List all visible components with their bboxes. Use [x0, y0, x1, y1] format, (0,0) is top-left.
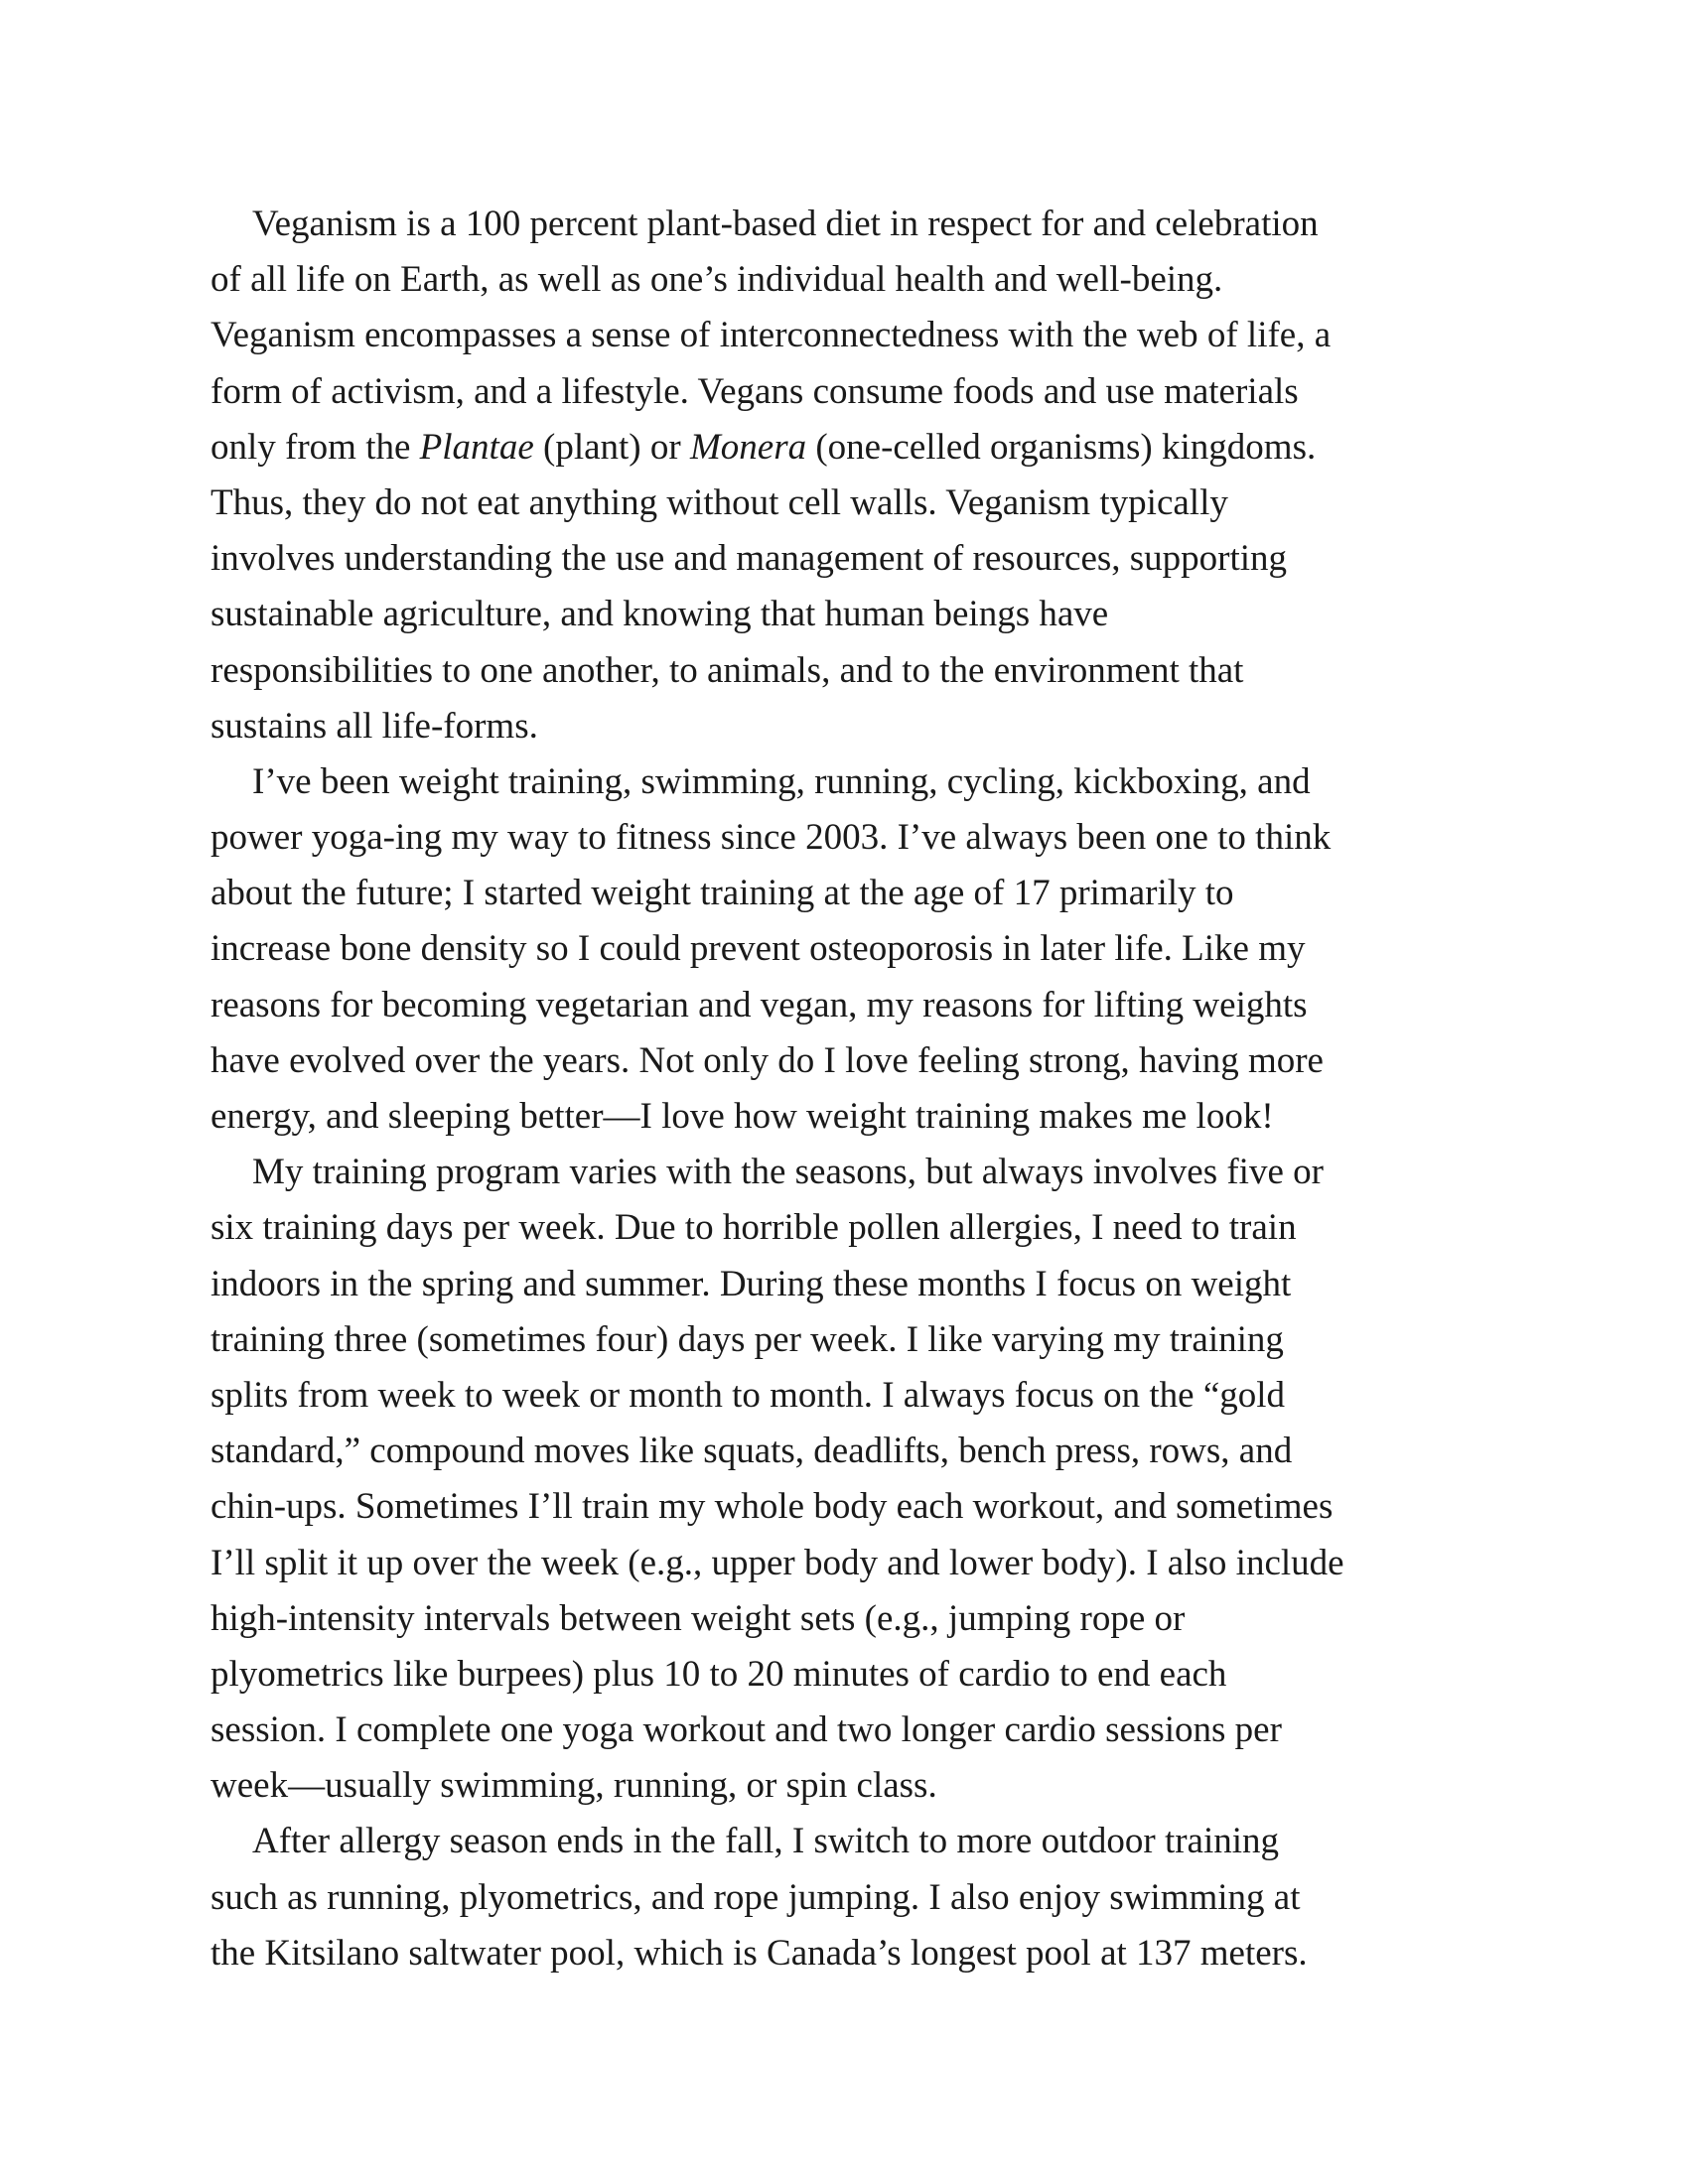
text-line	[211, 1033, 1491, 1089]
text-segment: high-intensity intervals between weight sets (e.g., jumping rope or	[211, 1597, 1186, 1639]
text-line	[211, 1257, 1491, 1312]
text-segment: six training days per week. Due to horrible pollen allergies, I need to train	[211, 1207, 1297, 1249]
text-segment: indoors in the spring and summer. During these months I focus on weight	[211, 1263, 1292, 1304]
text-line	[211, 699, 1491, 754]
text-line	[211, 308, 1491, 363]
text-line	[211, 1814, 1491, 1869]
text-segment: energy, and sleeping better—I love how weight training makes me look!	[211, 1096, 1274, 1137]
text-line	[211, 810, 1491, 866]
paragraph	[211, 754, 1491, 1145]
text-segment: form of activism, and a lifestyle. Vegans consume foods and use materials	[211, 370, 1299, 412]
text-line	[211, 1312, 1491, 1368]
paragraph	[211, 197, 1491, 754]
text-segment: Veganism is a 100 percent plant-based diet in respect for and celebration	[252, 204, 1319, 244]
text-line	[211, 1424, 1491, 1479]
paragraph	[211, 1145, 1491, 1814]
text-line	[211, 1647, 1491, 1703]
text-line	[211, 1089, 1491, 1145]
text-segment: the Kitsilano saltwater pool, which is Canada’s longest pool at 137 meters.	[211, 1932, 1308, 1974]
text-line	[211, 531, 1491, 587]
text-segment: power yoga-ing my way to fitness since 2003. I’ve always been one to think	[211, 817, 1332, 859]
text-segment: about the future; I started weight training at the age of 17 primarily to	[211, 873, 1234, 914]
text-line	[211, 1368, 1491, 1424]
text-segment: involves understanding the use and management of resources, supporting	[211, 538, 1288, 580]
text-line	[211, 197, 1491, 252]
text-segment: increase bone density so I could prevent osteoporosis in later life. Like my	[211, 928, 1306, 970]
text-line	[211, 252, 1491, 308]
text-segment: such as running, plyometrics, and rope jumping. I also enjoy swimming at	[211, 1876, 1301, 1918]
text-segment: have evolved over the years. Not only do I love feeling strong, having more	[211, 1039, 1324, 1081]
text-segment: only from the	[211, 426, 420, 468]
text-line	[211, 1870, 1491, 1926]
text-segment: of all life on Earth, as well as one’s individual health and well-being.	[211, 259, 1223, 301]
text-segment: reasons for becoming vegetarian and vegan, my reasons for lifting weights	[211, 984, 1308, 1025]
text-line	[211, 1758, 1491, 1814]
text-segment: My training program varies with the seasons, but always involves five or	[252, 1152, 1324, 1193]
text-line	[211, 921, 1491, 977]
text-line	[211, 1591, 1491, 1647]
text-line	[211, 978, 1491, 1033]
text-segment: After allergy season ends in the fall, I switch to more outdoor training	[252, 1821, 1280, 1862]
text-line	[211, 866, 1491, 921]
text-line	[211, 1200, 1491, 1256]
text-segment: sustains all life-forms.	[211, 705, 538, 747]
text-line	[211, 754, 1491, 810]
text-segment: sustainable agriculture, and knowing that human beings have	[211, 594, 1109, 635]
text-segment: session. I complete one yoga workout and two longer cardio sessions per	[211, 1709, 1282, 1751]
text-segment: responsibilities to one another, to animals, and to the environment that	[211, 649, 1244, 691]
text-segment: plyometrics like burpees) plus 10 to 20 minutes of cardio to end each	[211, 1653, 1227, 1695]
text-segment: splits from week to week or month to month. I always focus on the “gold	[211, 1374, 1286, 1416]
text-line	[211, 1536, 1491, 1591]
text-segment: chin-ups. Sometimes I’ll train my whole body each workout, and sometimes	[211, 1486, 1334, 1528]
text-segment: Thus, they do not eat anything without cell walls. Veganism typically	[211, 481, 1228, 523]
text-line	[211, 420, 1491, 476]
text-line	[211, 1145, 1491, 1200]
text-segment: (one-celled organisms) kingdoms.	[806, 426, 1317, 468]
text-line	[211, 476, 1491, 531]
text-line	[211, 364, 1491, 420]
italic-term: Plantae	[419, 426, 534, 468]
text-segment: training three (sometimes four) days per week. I like varying my training	[211, 1318, 1284, 1360]
text-line	[211, 587, 1491, 642]
text-line	[211, 1703, 1491, 1758]
paragraph	[211, 1814, 1491, 1981]
text-segment: Veganism encompasses a sense of interconnectedness with the web of life, a	[211, 315, 1332, 356]
text-segment: week—usually swimming, running, or spin class.	[211, 1765, 937, 1807]
text-segment: I’ve been weight training, swimming, running, cycling, kickboxing, and	[252, 760, 1311, 802]
text-line	[211, 1926, 1491, 1981]
page-body	[211, 197, 1491, 1981]
text-segment: (plant) or	[533, 426, 690, 468]
text-line	[211, 643, 1491, 699]
text-line	[211, 1479, 1491, 1535]
text-segment: I’ll split it up over the week (e.g., upper body and lower body). I also include	[211, 1542, 1344, 1583]
text-segment: standard,” compound moves like squats, deadlifts, bench press, rows, and	[211, 1431, 1293, 1472]
italic-term: Monera	[689, 426, 807, 468]
